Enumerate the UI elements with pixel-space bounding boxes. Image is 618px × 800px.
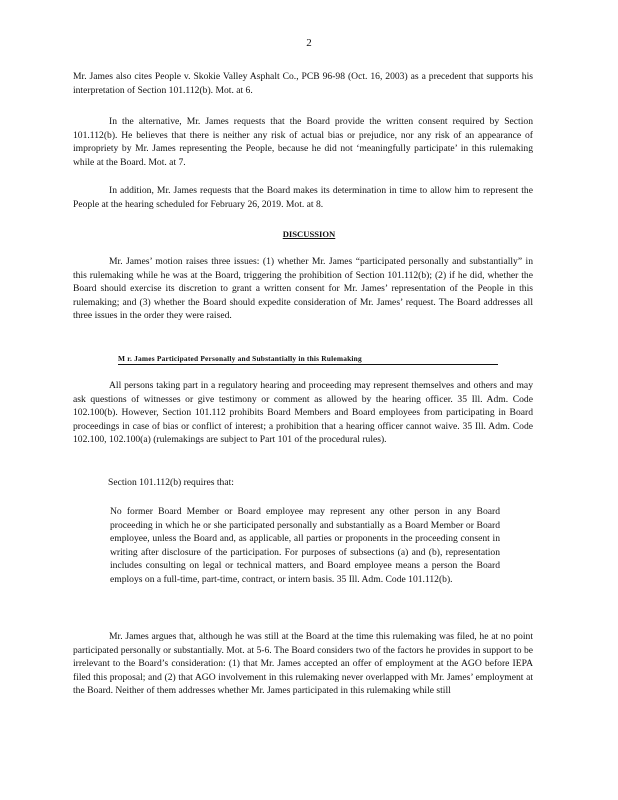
paragraph-1	[73, 70, 533, 97]
discussion-heading	[0, 228, 618, 242]
paragraph-3	[73, 184, 533, 211]
paragraph-7-text: Mr. James argues that, although he was still at the Board at the time this rulemaking was filed, he at no point participated personally or substantially. Mot. at 5-6. The Board considers two of the factors he provides in support to be irrelevant to the Board’s consideration: (1) that Mr. James accepted an offer of employment at the AGO before IEPA filed this proposal; and (2) that AGO involvement in this rulemaking never overlapped with Mr. James’ employment at the Board. Neither of them addresses whether Mr. James participated in this rulemaking while still	[73, 631, 533, 697]
paragraph-3-text: In addition, Mr. James requests that the Board makes its determination in time to allow him to represent the People at the hearing scheduled for February 26, 2019. Mot. at 8.	[73, 185, 533, 210]
block-quote	[110, 505, 500, 587]
paragraph-4	[73, 255, 533, 323]
paragraph-6: Section 101.112(b) requires that:	[108, 477, 234, 488]
paragraph-4-text: Mr. James’ motion raises three issues: (1) whether Mr. James “participated personally and substantially” in this rulemaking while he was at the Board, triggering the prohibition of Section 101.112(b); (2) if he did, whether the Board should exercise its discretion to grant a written consent for Mr. James’ representation of the People in this rulemaking; and (3) whether the Board should expedite consideration of Mr. James’ request. The Board addresses all three issues in the order they were raised.	[73, 256, 533, 322]
paragraph-2	[73, 115, 533, 169]
paragraph-5-text: All persons taking part in a regulatory hearing and proceeding may represent themselves and others and may ask questions of witnesses or give testimony or comment as allowed by the hearing officer. 35 Ill. Adm. Code 102.100(b). However, Section 101.112 prohibits Board Members and Board employees from participating in Board proceedings in case of bias or conflict of interest; a prohibition that a hearing officer cannot waive. 35 Ill. Adm. Code 102.100, 102.100(a) (rulemakings are subject to Part 101 of the procedural rules).	[73, 380, 533, 446]
section-subheading: M r. James Participated Personally and Substantially in this Rulemaking	[118, 354, 498, 365]
paragraph-2-text: In the alternative, Mr. James requests that the Board provide the written consent required by Section 101.112(b). He believes that there is neither any risk of actual bias or prejudice, nor any risk of an appearance of impropriety by Mr. James representing the People, because he did not ‘meaningfully participate’ in this rulemaking while at the Board. Mot. at 7.	[73, 116, 533, 168]
discussion-heading-text: DISCUSSION	[282, 229, 336, 239]
paragraph-5	[73, 379, 533, 447]
page-number: 2	[306, 37, 312, 49]
block-quote-text: No former Board Member or Board employee may represent any other person in any Board proceeding in which he or she participated personally and substantially as a Board Member or Board employee, unless the Board and, as applicable, all parties or proponents in the proceeding consent in writing after disclosure of the participation. For purposes of subsections (a) and (b), representation includes consulting on legal or technical matters, and Board employee means a person the Board employs on a full-time, part-time, contract, or intern basis. 35 Ill. Adm. Code 101.112(b).	[110, 506, 500, 585]
paragraph-7	[73, 630, 533, 698]
paragraph-1-text: Mr. James also cites People v. Skokie Valley Asphalt Co., PCB 96-98 (Oct. 16, 2003) as a precedent that supports his interpretation of Section 101.112(b). Mot. at 6.	[73, 71, 533, 96]
